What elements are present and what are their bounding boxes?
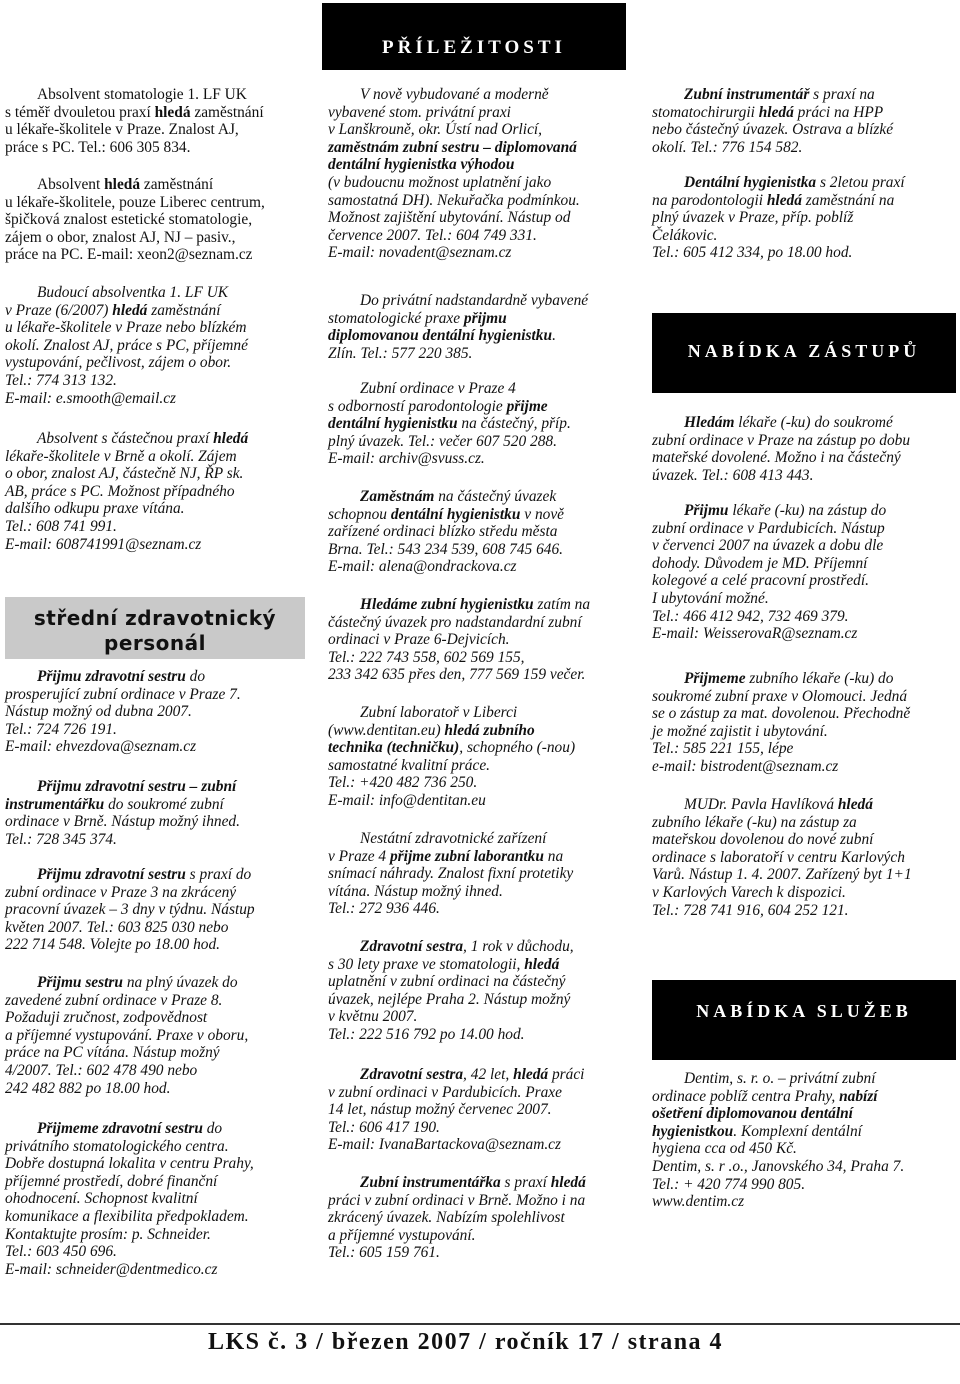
ad-line[interactable]: E-mail: schneider@dentmedico.cz [5,1260,218,1278]
ad-line: Přijmu zdravotní sestru do [37,668,206,685]
ad-col2-ad8 [328,938,574,1044]
ad-line: zavedené zubní ordinace v Praze 8. [5,991,223,1009]
ad-col1-ad8 [5,974,248,1097]
ad-line: samostatná DH). Nekuřačka podmínkou. [328,191,580,209]
ad-line: Tel.: 466 412 942, 732 469 379. [652,607,849,625]
ad-line: Zubní ordinace v Praze 4 [360,380,516,397]
ad-col1-ad1 [5,86,264,156]
ad-line: Tel.: 728 345 374. [5,830,117,848]
ad-col2-ad3 [328,380,571,468]
ad-line: ordinace v Brně. Nástup možný ihned. [5,813,240,831]
ad-line: uplatnění v zubní ordinaci na částečný [328,973,566,991]
ad-line: Tel.: 605 412 334, po 18.00 hod. [652,244,853,262]
ad-line[interactable]: E-mail: ehvezdova@seznam.cz [5,738,197,756]
ad-line: úvazek. Tel.: 608 413 443. [652,466,814,484]
ad-line: lékaře-školitele v Brně a okolí. Zájem [5,447,237,465]
ad-line: Zaměstnám na částečný úvazek [360,488,557,505]
ad-line: zařízené ordinaci blízko středu města [328,523,558,541]
ad-line: Tel.: 606 417 190. [328,1118,440,1136]
ad-line: Tel.: +420 482 736 250. [328,774,478,792]
ad-line: plný úvazek. Tel.: večer 607 520 288. [328,432,557,450]
ad-line[interactable]: e-mail: bistrodent@seznam.cz [652,757,839,775]
ad-line: Dentim, s. r .o., Janovského 34, Praha 7. [652,1157,905,1175]
ad-line: zubní ordinace v Praze 3 na zkrácený [5,883,237,901]
ad-col2-ad5 [328,596,590,684]
ad-line: v červenci 2007 na úvazek a dobu dle [652,537,884,555]
ad-col2-ad2 [328,292,588,362]
ad-line: Přijmeme zdravotní sestru do [37,1120,223,1137]
ad-line: okolí. Znalost AJ, práce s PC, příjemné [5,336,248,354]
ad-line: samostatné kvalitní práce. [328,756,490,774]
ad-col2-ad7 [328,830,573,918]
ad-line: Zdravotní sestra, 1 rok v důchodu, [360,938,574,955]
ad-line: vystupování, pečlivost, zájem o obor. [5,354,232,372]
ad-line: prosperující zubní ordinace v Praze 7. [5,685,241,703]
header-title: PŘÍLEŽITOSTI [382,37,566,58]
ad-line: Tel.: 605 159 761. [328,1244,440,1262]
ad-line: zaměstnám zubní sestru – diplomovaná [328,138,577,156]
ad-line: plný úvazek v Praze, příp. poblíž [652,209,854,227]
ad-line: u lékaře-školitele, pouze Liberec centrum, [5,193,265,211]
ad-line: Zubní laboratoř v Liberci [360,704,518,721]
ad-line[interactable]: práce na PC. E-mail: xeon2@seznam.cz [5,246,253,264]
ad-line: s téměř dvouletou praxí hledá zaměstnání [5,103,264,121]
ad-line[interactable]: E-mail: info@dentitan.eu [328,791,486,809]
ad-line: je možné zajistit i ubytování. [652,722,828,740]
ad-line: ošetření diplomovanou dentální [652,1105,853,1123]
ad-line: 4/2007. Tel.: 602 478 490 nebo [5,1061,198,1079]
ad-line: práci v zubní ordinaci v Brně. Možno i na [328,1191,586,1209]
ad-line: a příjemné vystupování. [328,1226,476,1244]
ad-line: nebo částečný úvazek. Ostrava a blízké [652,121,894,139]
ad-line: Zubní instrumentář s praxí na [684,86,875,103]
ad-col1-ad4 [5,430,248,553]
ad-line: privátního stomatologického centra. [5,1137,229,1155]
ad-line: o obor, znalost AJ, částečně NJ, ŘP sk. [5,465,244,483]
ad-line: práce na PC vítána. Nástup možný [5,1044,220,1062]
ad-line: komunikace a flexibilita předpokladem. [5,1207,249,1225]
ad-col2-ad10 [328,1174,586,1262]
ad-line: hygienistkou. Komplexní dentální [652,1122,862,1140]
page-footer: LKS č. 3 / březen 2007 / ročník 17 / strana 4 [208,1329,724,1355]
ad-line: Požaduji zručnost, zodpovědnost [5,1009,208,1027]
ad-line[interactable]: E-mail: archiv@svuss.cz. [328,450,485,468]
ad-line[interactable]: E-mail: WeisserovaR@seznam.cz [652,625,858,643]
ad-line[interactable]: E-mail: IvanaBartackova@seznam.cz [328,1136,561,1154]
ad-col3-ad7 [652,1070,904,1211]
ad-line[interactable]: E-mail: e.smooth@email.cz [5,389,177,407]
ad-col3-ad3 [652,414,910,484]
ad-line: MUDr. Pavla Havlíková hledá [684,796,873,813]
ad-line: s odborností parodontologie přijme [328,397,548,415]
ad-col1-ad7 [5,866,255,954]
ad-line: ohodnocení. Schopnost kvalitní [5,1190,198,1208]
ad-line: I ubytování možné. [652,589,769,607]
ad-line: schopnou dentální hygienistku v nově [328,505,565,523]
ad-line: pracovní úvazek – 3 dny v týdnu. Nástup [5,901,255,919]
ad-line: dentální hygienistku na částečný, příp. [328,415,571,433]
ad-col3-ad5 [652,670,910,776]
ad-line: (v budoucnu možnost uplatnění jako [328,173,552,191]
ad-line: v květnu 2007. [328,1008,418,1026]
ad-line: Tel.: + 420 774 990 805. [652,1175,806,1193]
ad-line: u lékaře-školitele v Praze nebo blízkém [5,319,247,337]
ad-line: dalšího odkupu praxe vítána. [5,500,185,518]
ad-line: Nástup možný od dubna 2007. [5,703,192,721]
ad-line: Čelákovic. [652,226,718,244]
ad-line: soukromé zubní praxe v Olomouci. Jedná [652,687,908,705]
footer-rule [0,1323,960,1325]
ad-line: technika (techničku), schopného (-nou) [328,739,576,757]
ad-line: července 2007. Tel.: 604 749 331. [328,226,537,244]
ad-line: v Karlových Varech k dispozici. [652,883,846,901]
ad-line: Hledáme zubní hygienistku zatím na [360,596,591,613]
header-title-bar [322,3,626,70]
ad-line: Zdravotní sestra, 42 let, hledá práci [360,1066,585,1083]
section-heading-text: střední zdravotnický personál [33,606,277,655]
ad-line: Zubní instrumentářka s praxí hledá [360,1174,586,1191]
ad-line: Tel.: 608 741 991. [5,517,117,535]
ad-line: Přijmu lékaře (-ku) na zástup do [684,502,887,519]
ad-line[interactable]: E-mail: alena@ondrackova.cz [328,558,517,576]
ad-line: okolí. Tel.: 776 154 582. [652,138,803,156]
ad-line: Tel.: 603 450 696. [5,1243,117,1261]
ad-line: s 30 lety praxe ve stomatologii, hledá [328,955,560,973]
ad-line: dohody. Důvodem je MD. Příjemní [652,554,868,572]
ad-line: kolegové a celé pracovní prostředí. [652,572,869,590]
ad-line: mateřské dovolené. Možno i na částečný [652,449,901,467]
ad-line: snímací náhrady. Znalost fixní protetiky [328,865,574,883]
ad-line: Nestátní zdravotnické zařízení [360,830,547,847]
ad-line: stomatologické praxe přijmu [328,309,507,327]
ad-line: příjemné prostředí, dobré finanční [5,1172,218,1190]
ad-line: v Lanškrouně, okr. Ústí nad Orlicí, [328,121,543,139]
ad-line: Varů. Nástup 1. 4. 2007. Zařízený byt 1+1 [652,866,912,884]
ad-line: špičková znalost estetické stomatologie, [5,211,253,229]
ad-line: ordinaci v Praze 6-Dejvicích. [328,631,510,649]
ad-line: na parodontologii hledá zaměstnání na [652,191,895,209]
ad-line: květen 2007. Tel.: 603 825 030 nebo [5,918,229,936]
ad-line: Tel.: 222 516 792 po 14.00 hod. [328,1025,525,1043]
ad-line: Zlín. Tel.: 577 220 385. [328,344,473,362]
ad-col2-ad9 [328,1066,584,1154]
ad-line: zubní ordinace v Pardubicích. Nástup [652,519,885,537]
ad-line: u lékaře-školitele v Praze. Znalost AJ, [5,121,239,139]
ad-line: stomatochirurgii hledá práci na HPP [652,103,884,121]
ad-col1-ad6 [5,778,240,848]
ad-line: částečný úvazek pro nadstandardní zubní [328,613,582,631]
ad-col3-ad6 [652,796,912,919]
ad-line: se o zástup za mat. dovolenou. Přechodně [652,705,911,723]
section-bar-zastupu-text: NABÍDKA ZÁSTUPŮ [687,341,921,361]
ad-line: Budoucí absolventka 1. LF UK [37,284,229,301]
ad-col1-ad5 [5,668,241,756]
ad-line: Možnost zajištění ubytování. Nástup od [328,209,571,227]
ad-line: diplomovanou dentální hygienistku. [328,327,556,345]
ad-line: Přijmu sestru na plný úvazek do [37,974,238,991]
ad-line[interactable]: E-mail: novadent@seznam.cz [328,244,512,262]
ad-line: Přijmu zdravotní sestru s praxí do [37,866,252,883]
ad-line: instrumentářku do soukromé zubní [5,795,224,813]
ad-line: Tel.: 728 741 916, 604 252 121. [652,901,849,919]
ad-line: dentální hygienistka výhodou [328,156,515,174]
ad-col2-ad1 [328,86,580,262]
ad-line: Hledám lékaře (-ku) do soukromé [684,414,893,431]
ad-col3-ad1 [652,86,893,156]
ad-line: Dentim, s. r. o. – privátní zubní [684,1070,876,1087]
ad-col2-ad6 [328,704,575,810]
ad-line: Absolvent hledá zaměstnání [37,176,214,193]
ad-col2-ad4 [328,488,564,576]
ad-line: Tel.: 774 313 132. [5,371,117,389]
ad-line: Absolvent s částečnou praxí hledá [37,430,249,447]
ad-col3-ad2 [652,174,905,262]
ad-line: 233 342 635 přes den, 777 569 159 večer. [328,666,586,684]
section-bar-zastupu [652,313,956,393]
ad-line: 222 714 548. Volejte po 18.00 hod. [5,936,221,954]
section-bar-sluzeb-text: NABÍDKA SLUŽEB [696,1001,912,1021]
ad-col1-ad9 [5,1120,254,1278]
ad-line: vybavené stom. privátní praxi [328,103,511,121]
ad-line: ordinace poblíž centra Prahy, nabízí [652,1087,878,1105]
ad-line: v Praze (6/2007) hledá zaměstnání [5,301,221,319]
ad-line: zájem o obor, znalost AJ, NJ – pasiv., [5,228,236,246]
ad-line: V nově vybudované a moderně [360,86,549,103]
ad-line: vítána. Nástup možný ihned. [328,882,503,900]
ad-line[interactable]: (www.dentitan.eu) hledá zubního [328,721,535,739]
ad-line: Přijmu zdravotní sestru – zubní [37,778,237,795]
ad-line: mateřskou dovolenou do nové zubní [652,831,874,849]
section-heading-zdravotnicky [5,597,305,659]
ad-line: Kontaktujte prosím: p. Schneider. [5,1225,211,1243]
ad-line: zubního lékaře (-ku) na zástup za [652,813,857,831]
ad-col1-ad3 [5,284,248,407]
ad-line: 14 let, nástup možný červenec 2007. [328,1101,552,1119]
ad-line: AB, práce s PC. Možnost případného [5,482,235,500]
section-bar-sluzeb [652,980,956,1060]
ad-line: v zubní ordinaci v Pardubicích. Praxe [328,1083,562,1101]
ad-line: hygiena cca od 450 Kč. [652,1140,797,1158]
ad-line: Brna. Tel.: 543 234 539, 608 745 646. [328,540,563,558]
ad-line: Tel.: 585 221 155, lépe [652,740,794,758]
ad-line: a příjemné vystupování. Praxe v oboru, [5,1026,249,1044]
ad-line: Tel.: 222 743 558, 602 569 155, [328,648,525,666]
ad-line: Do privátní nadstandardně vybavené [360,292,589,309]
ad-line: Přijmeme zubního lékaře (-ku) do [684,670,894,687]
ad-line: Tel.: 272 936 446. [328,900,440,918]
ad-line: Tel.: 724 726 191. [5,720,117,738]
ad-line: zkrácený úvazek. Nabízím spolehlivost [328,1209,565,1227]
ad-line: v Praze 4 přijme zubní laborantku na [328,847,564,865]
ad-line[interactable]: www.dentim.cz [652,1193,745,1211]
ad-col3-ad4 [652,502,886,643]
ad-line: Dentální hygienistka s 2letou praxí [684,174,905,191]
ad-line: 242 482 882 po 18.00 hod. [5,1079,171,1097]
ad-col1-ad2 [5,176,265,264]
ad-line: práce s PC. Tel.: 606 305 834. [5,138,191,156]
ad-line: Absolvent stomatologie 1. LF UK [37,86,247,103]
ad-line: Dobře dostupná lokalita v centru Prahy, [5,1155,254,1173]
ad-line: ordinace s laboratoří v centru Karlových [652,848,905,866]
ad-line[interactable]: E-mail: 608741991@seznam.cz [5,535,202,553]
ad-line: úvazek, nejlépe Praha 2. Nástup možný [328,990,571,1008]
ad-line: zubní ordinace v Praze na zástup po dobu [652,431,911,449]
